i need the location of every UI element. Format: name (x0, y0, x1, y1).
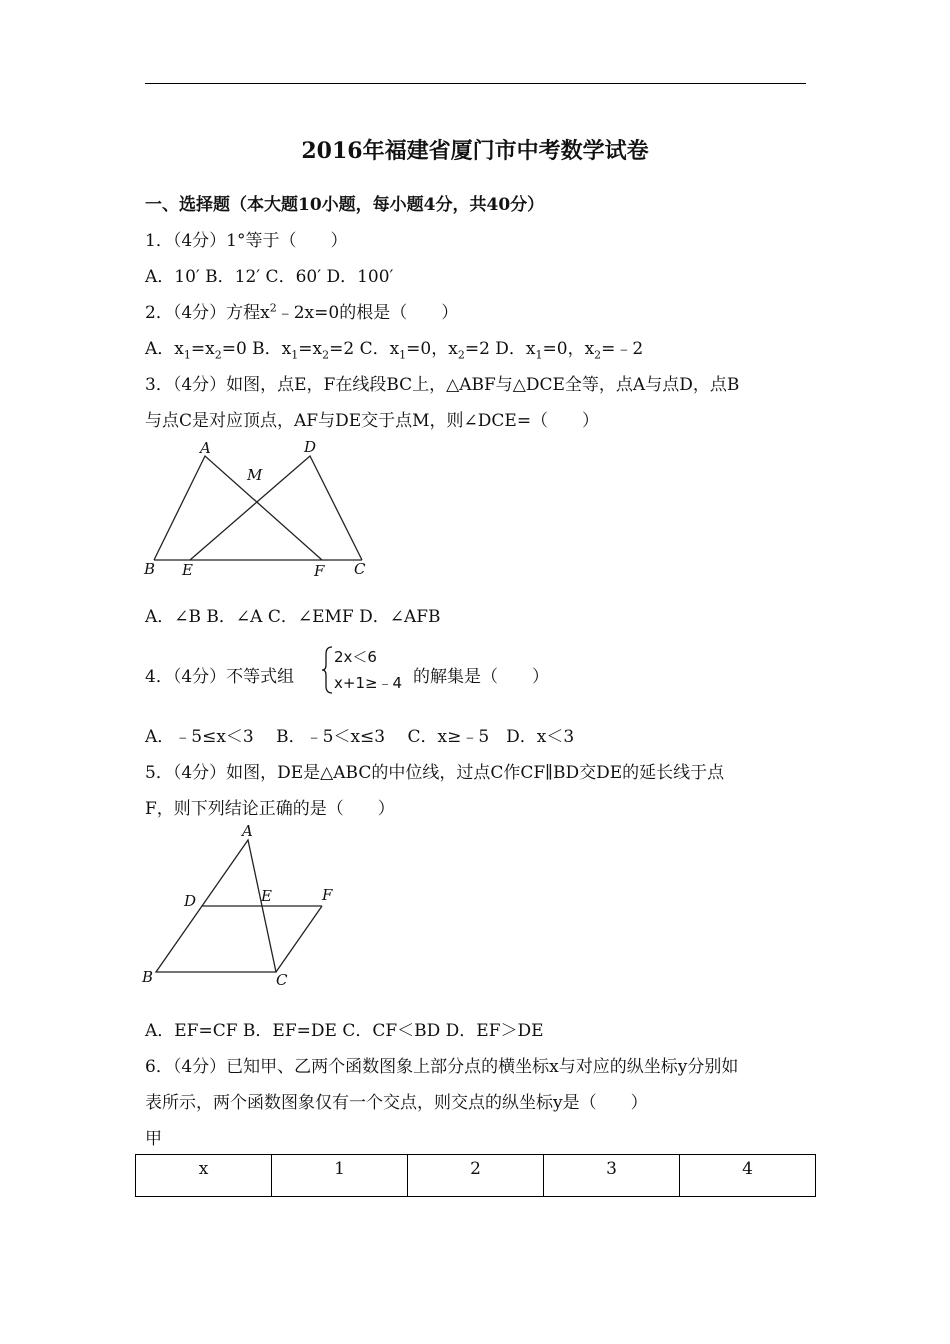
table-row (136, 1155, 816, 1197)
label-f: F (314, 562, 325, 580)
label-a: A (200, 439, 211, 457)
q2-subscript: 2 (322, 348, 330, 362)
page-title: 2016年福建省厦门市中考数学试卷 (301, 138, 649, 164)
label-m: M (247, 466, 263, 484)
label-d: D (304, 438, 317, 456)
inequality-system (322, 646, 417, 694)
question-4-prefix: 4．（4分）不等式组 (145, 667, 295, 687)
label-a: A (242, 822, 253, 840)
q2-subscript: 2 (594, 348, 602, 362)
table-cell: 4 (680, 1155, 816, 1197)
q2-subscript: 1 (291, 348, 299, 362)
function-table (135, 1154, 816, 1197)
question-3-options: A．∠B B．∠A C．∠EMF D．∠AFB (145, 607, 441, 627)
q2-opt-text: =x (190, 339, 215, 359)
question-3-figure (140, 436, 380, 581)
table-caption: 甲 (145, 1129, 162, 1149)
q2-subscript: 1 (399, 348, 407, 362)
q2-opt-text: =0，x (542, 339, 595, 359)
label-f: F (322, 886, 333, 904)
question-5-figure (138, 822, 348, 992)
inequality-bottom: x+1≥﹣4 (334, 674, 403, 692)
question-5-line-1: 5．（4分）如图，DE是△ABC的中位线，过点C作CF∥BD交DE的延长线于点 (145, 763, 725, 783)
question-2-options (145, 334, 643, 361)
q2-opt-text: =2 C．x (329, 339, 400, 359)
question-4-suffix: 的解集是（ ） (413, 667, 549, 687)
label-e: E (182, 561, 193, 579)
table-cell: 3 (544, 1155, 680, 1197)
table-cell: 1 (272, 1155, 408, 1197)
question-5-line-2: F，则下列结论正确的是（ ） (145, 799, 395, 819)
q2-opt-text: A．x (145, 339, 184, 359)
q2-opt-text: =0，x (406, 339, 458, 359)
q2-subscript: 1 (535, 348, 543, 362)
q2-subscript: 2 (214, 348, 222, 362)
q2-stem-part: 2．（4分）方程x (145, 303, 270, 323)
left-brace-icon (322, 646, 334, 694)
label-b: B (144, 560, 156, 578)
question-6-line-1: 6．（4分）已知甲、乙两个函数图象上部分点的横坐标x与对应的纵坐标y分别如 (145, 1057, 739, 1077)
label-d: D (184, 892, 197, 910)
q2-subscript: 2 (457, 348, 465, 362)
question-1-options: A．10′ B．12′ C．60′ D．100′ (145, 267, 394, 287)
question-3-line-1: 3．（4分）如图，点E，F在线段BC上，△ABF与△DCE全等，点A与点D，点B (145, 375, 740, 395)
segment-cf (276, 906, 322, 972)
label-c: C (276, 971, 288, 989)
question-6-line-2: 表所示，两个函数图象仅有一个交点，则交点的纵坐标y是（ ） (145, 1093, 648, 1113)
q2-opt-text: =﹣2 (601, 339, 644, 359)
table-cell: 2 (408, 1155, 544, 1197)
label-c: C (354, 560, 366, 578)
table-cell: x (136, 1155, 272, 1197)
triangle-dce-sides (190, 456, 362, 560)
q2-opt-text: =x (298, 339, 323, 359)
question-5-options: A．EF=CF B．EF=DE C．CF＜BD D．EF＞DE (145, 1021, 544, 1041)
question-3-line-2: 与点C是对应顶点，AF与DE交于点M，则∠DCE=（ ） (145, 411, 600, 431)
q2-opt-text: =0 B．x (221, 339, 292, 359)
section-heading: 一、选择题（本大题10小题，每小题4分，共40分） (145, 195, 545, 215)
q2-exponent: 2 (269, 301, 277, 315)
question-4-options: A．﹣5≤x＜3 B．﹣5＜x≤3 C．x≥﹣5 D．x＜3 (145, 727, 575, 747)
q2-subscript: 1 (183, 348, 191, 362)
q2-opt-text: =2 D．x (464, 339, 536, 359)
label-b: B (142, 968, 154, 986)
q2-stem-part: ﹣2x=0的根是（ ） (276, 303, 459, 323)
triangle-abf-sides (154, 456, 322, 560)
question-2-stem (145, 298, 458, 323)
top-rule (145, 83, 806, 84)
label-e: E (261, 887, 272, 905)
question-1-stem: 1．（4分）1°等于（ ） (145, 231, 348, 251)
inequality-top: 2x＜6 (334, 648, 377, 666)
